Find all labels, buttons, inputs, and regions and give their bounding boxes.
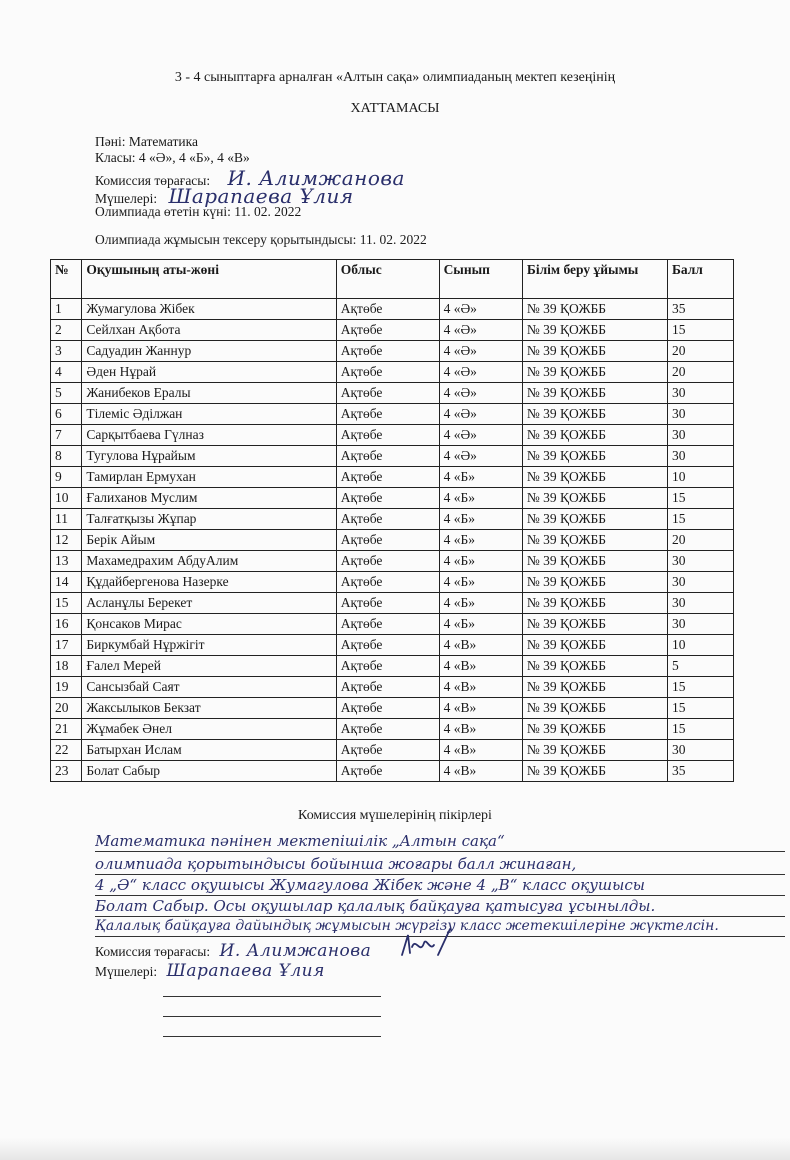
- header-name: Оқушының аты-жөні: [82, 260, 336, 299]
- cell-class: 4 «Б»: [439, 614, 522, 635]
- cell-region: Ақтөбе: [336, 614, 439, 635]
- table-row: [51, 509, 734, 530]
- cell-score: 30: [667, 446, 733, 467]
- comment-line: Болат Сабыр. Осы оқушылар қалалық байқауға қатысуға ұсынылды.: [95, 896, 785, 917]
- cell-name: Жаксылыков Бекзат: [82, 698, 336, 719]
- cell-num: 18: [51, 656, 82, 677]
- cell-name: Ғалел Мерей: [82, 656, 336, 677]
- cell-name: Әден Нұрай: [82, 362, 336, 383]
- table-row: [51, 404, 734, 425]
- cell-org: № 39 ҚОЖББ: [522, 656, 667, 677]
- table-row: [51, 488, 734, 509]
- cell-region: Ақтөбе: [336, 572, 439, 593]
- page-edge-shadow: [0, 1138, 790, 1160]
- date-value: 11. 02. 2022: [234, 204, 302, 219]
- comment-line: Қалалық байқауға дайындық жұмысын жүргізу класс жетекшілеріне жүктелсін.: [95, 916, 785, 937]
- header-score: Балл: [667, 260, 733, 299]
- cell-score: 30: [667, 593, 733, 614]
- signature-blank-line: [163, 1016, 381, 1017]
- cell-org: № 39 ҚОЖББ: [522, 635, 667, 656]
- cell-class: 4 «В»: [439, 698, 522, 719]
- signature-blank-line: [163, 1036, 381, 1037]
- cell-org: № 39 ҚОЖББ: [522, 362, 667, 383]
- members-signature-name: Шарапаева Ұлия: [168, 184, 354, 208]
- comments-title: Комиссия мүшелерінің пікірлері: [298, 808, 492, 823]
- cell-score: 30: [667, 425, 733, 446]
- cell-num: 5: [51, 383, 82, 404]
- cell-region: Ақтөбе: [336, 719, 439, 740]
- cell-num: 10: [51, 488, 82, 509]
- cell-region: Ақтөбе: [336, 299, 439, 320]
- cell-region: Ақтөбе: [336, 677, 439, 698]
- table-row: [51, 446, 734, 467]
- cell-score: 30: [667, 404, 733, 425]
- cell-num: 4: [51, 362, 82, 383]
- cell-num: 7: [51, 425, 82, 446]
- table-row: [51, 635, 734, 656]
- table-row: [51, 530, 734, 551]
- cell-org: № 39 ҚОЖББ: [522, 761, 667, 782]
- document-heading: ХАТТАМАСЫ: [350, 101, 440, 116]
- table-row: [51, 299, 734, 320]
- cell-num: 17: [51, 635, 82, 656]
- cell-score: 15: [667, 719, 733, 740]
- cell-score: 5: [667, 656, 733, 677]
- classes-value: 4 «Ә», 4 «Б», 4 «В»: [138, 150, 250, 165]
- cell-region: Ақтөбе: [336, 698, 439, 719]
- cell-name: Сейлхан Ақбота: [82, 320, 336, 341]
- table-body: [51, 299, 734, 782]
- cell-class: 4 «Ә»: [439, 341, 522, 362]
- cell-num: 12: [51, 530, 82, 551]
- cell-name: Сарқытбаева Гүлназ: [82, 425, 336, 446]
- cell-name: Жұмабек Әнел: [82, 719, 336, 740]
- cell-region: Ақтөбе: [336, 509, 439, 530]
- cell-name: Тілеміс Әділжан: [82, 404, 336, 425]
- cell-region: Ақтөбе: [336, 467, 439, 488]
- cell-class: 4 «Ә»: [439, 299, 522, 320]
- cell-num: 9: [51, 467, 82, 488]
- header-class: Сынып: [439, 260, 522, 299]
- cell-num: 11: [51, 509, 82, 530]
- cell-class: 4 «В»: [439, 761, 522, 782]
- cell-org: № 39 ҚОЖББ: [522, 488, 667, 509]
- cell-org: № 39 ҚОЖББ: [522, 446, 667, 467]
- cell-num: 19: [51, 677, 82, 698]
- cell-num: 15: [51, 593, 82, 614]
- date-label: Олимпиада өтетін күні:: [95, 204, 231, 219]
- check-label: Олимпиада жұмысын тексеру қорытындысы:: [95, 232, 357, 247]
- table-row: [51, 614, 734, 635]
- comments-chair-row: [95, 941, 371, 961]
- members-label: Мүшелері:: [95, 191, 158, 206]
- classes-label: Класы:: [95, 150, 136, 165]
- cell-score: 20: [667, 362, 733, 383]
- comment-line: Математика пәнінен мектепішілік „Алтын сақа“: [95, 831, 785, 852]
- cell-class: 4 «Б»: [439, 593, 522, 614]
- table-row: [51, 425, 734, 446]
- document-title: 3 - 4 сыныптарға арналған «Алтын сақа» олимпиаданың мектеп кезеңінің: [174, 70, 616, 85]
- table-row: [51, 341, 734, 362]
- cell-name: Ғалиханов Муслим: [82, 488, 336, 509]
- cell-org: № 39 ҚОЖББ: [522, 467, 667, 488]
- cell-score: 30: [667, 572, 733, 593]
- cell-score: 35: [667, 761, 733, 782]
- cell-num: 23: [51, 761, 82, 782]
- cell-name: Құдайбергенова Назерке: [82, 572, 336, 593]
- cell-org: № 39 ҚОЖББ: [522, 593, 667, 614]
- cell-name: Садуадин Жаннур: [82, 341, 336, 362]
- cell-org: № 39 ҚОЖББ: [522, 320, 667, 341]
- cell-name: Болат Сабыр: [82, 761, 336, 782]
- cell-region: Ақтөбе: [336, 740, 439, 761]
- cell-score: 30: [667, 383, 733, 404]
- check-row: [95, 232, 427, 248]
- subject-row: [95, 134, 198, 150]
- comments-chair-signature: И. Алимжанова: [219, 941, 372, 961]
- subject-value: Математика: [128, 134, 198, 149]
- cell-num: 13: [51, 551, 82, 572]
- cell-org: № 39 ҚОЖББ: [522, 509, 667, 530]
- subject-label: Пәні:: [95, 134, 126, 149]
- cell-name: Берік Айым: [82, 530, 336, 551]
- cell-org: № 39 ҚОЖББ: [522, 614, 667, 635]
- cell-name: Махамедрахим АбдуАлим: [82, 551, 336, 572]
- table-header-row: [51, 260, 734, 299]
- chair-label: Комиссия төрағасы:: [95, 173, 211, 188]
- cell-region: Ақтөбе: [336, 656, 439, 677]
- cell-org: № 39 ҚОЖББ: [522, 530, 667, 551]
- cell-num: 6: [51, 404, 82, 425]
- table-row: [51, 698, 734, 719]
- cell-class: 4 «В»: [439, 719, 522, 740]
- cell-num: 1: [51, 299, 82, 320]
- comments-members-row: [95, 961, 325, 981]
- cell-num: 8: [51, 446, 82, 467]
- table-row: [51, 467, 734, 488]
- comments-chair-label: Комиссия төрағасы:: [95, 944, 211, 959]
- table-row: [51, 320, 734, 341]
- cell-num: 20: [51, 698, 82, 719]
- table-row: [51, 656, 734, 677]
- cell-org: № 39 ҚОЖББ: [522, 677, 667, 698]
- cell-num: 21: [51, 719, 82, 740]
- cell-class: 4 «В»: [439, 656, 522, 677]
- cell-class: 4 «Ә»: [439, 320, 522, 341]
- cell-name: Тамирлан Ермухан: [82, 467, 336, 488]
- cell-region: Ақтөбе: [336, 383, 439, 404]
- cell-num: 22: [51, 740, 82, 761]
- table-row: [51, 572, 734, 593]
- comment-line: олимпиада қорытындысы бойынша жоғары балл жинаған,: [95, 854, 785, 875]
- cell-score: 30: [667, 614, 733, 635]
- comments-members-signature: Шарапаева Ұлия: [166, 961, 325, 981]
- cell-name: Тугулова Нұрайым: [82, 446, 336, 467]
- cell-class: 4 «В»: [439, 740, 522, 761]
- table-row: [51, 383, 734, 404]
- cell-score: 10: [667, 635, 733, 656]
- cell-score: 10: [667, 467, 733, 488]
- cell-name: Қонсаков Мирас: [82, 614, 336, 635]
- cell-score: 20: [667, 530, 733, 551]
- cell-region: Ақтөбе: [336, 404, 439, 425]
- cell-org: № 39 ҚОЖББ: [522, 719, 667, 740]
- cell-region: Ақтөбе: [336, 446, 439, 467]
- header-num: №: [51, 260, 82, 299]
- cell-org: № 39 ҚОЖББ: [522, 572, 667, 593]
- cell-class: 4 «Б»: [439, 467, 522, 488]
- cell-class: 4 «Б»: [439, 530, 522, 551]
- cell-region: Ақтөбе: [336, 551, 439, 572]
- cell-class: 4 «В»: [439, 677, 522, 698]
- cell-org: № 39 ҚОЖББ: [522, 299, 667, 320]
- cell-class: 4 «Ә»: [439, 362, 522, 383]
- cell-score: 30: [667, 740, 733, 761]
- cell-org: № 39 ҚОЖББ: [522, 698, 667, 719]
- cell-num: 2: [51, 320, 82, 341]
- cell-class: 4 «Ә»: [439, 425, 522, 446]
- cell-org: № 39 ҚОЖББ: [522, 341, 667, 362]
- cell-region: Ақтөбе: [336, 530, 439, 551]
- cell-class: 4 «Б»: [439, 572, 522, 593]
- cell-score: 35: [667, 299, 733, 320]
- cell-region: Ақтөбе: [336, 593, 439, 614]
- cell-class: 4 «Ә»: [439, 383, 522, 404]
- cell-num: 16: [51, 614, 82, 635]
- cell-org: № 39 ҚОЖББ: [522, 425, 667, 446]
- comment-line: 4 „Ә“ класс оқушысы Жумагулова Жібек және 4 „В“ класс оқушысы: [95, 875, 785, 896]
- cell-class: 4 «Ә»: [439, 446, 522, 467]
- table-row: [51, 761, 734, 782]
- comments-members-label: Мүшелері:: [95, 964, 158, 979]
- chair-signature-name: И. Алимжанова: [227, 166, 405, 190]
- cell-num: 14: [51, 572, 82, 593]
- cell-region: Ақтөбе: [336, 761, 439, 782]
- cell-name: Сансызбай Саят: [82, 677, 336, 698]
- signature-blank-line: [163, 996, 381, 997]
- header-region: Облыс: [336, 260, 439, 299]
- cell-org: № 39 ҚОЖББ: [522, 740, 667, 761]
- classes-row: [95, 150, 250, 166]
- table-row: [51, 740, 734, 761]
- cell-class: 4 «Ә»: [439, 404, 522, 425]
- cell-name: Талғатқызы Жұпар: [82, 509, 336, 530]
- cell-org: № 39 ҚОЖББ: [522, 383, 667, 404]
- cell-region: Ақтөбе: [336, 635, 439, 656]
- table-row: [51, 593, 734, 614]
- cell-org: № 39 ҚОЖББ: [522, 551, 667, 572]
- cell-name: Жанибеков Ералы: [82, 383, 336, 404]
- cell-region: Ақтөбе: [336, 362, 439, 383]
- table-row: [51, 677, 734, 698]
- cell-class: 4 «Б»: [439, 509, 522, 530]
- cell-class: 4 «В»: [439, 635, 522, 656]
- cell-class: 4 «Б»: [439, 551, 522, 572]
- results-table: [50, 259, 734, 782]
- cell-region: Ақтөбе: [336, 320, 439, 341]
- signature-mark: [398, 925, 454, 963]
- cell-name: Батырхан Ислам: [82, 740, 336, 761]
- cell-num: 3: [51, 341, 82, 362]
- cell-region: Ақтөбе: [336, 488, 439, 509]
- cell-class: 4 «Б»: [439, 488, 522, 509]
- header-org: Білім беру ұйымы: [522, 260, 667, 299]
- table-row: [51, 551, 734, 572]
- date-row: [95, 204, 301, 220]
- cell-org: № 39 ҚОЖББ: [522, 404, 667, 425]
- cell-score: 15: [667, 509, 733, 530]
- cell-name: Асланұлы Берекет: [82, 593, 336, 614]
- check-value: 11. 02. 2022: [359, 232, 427, 247]
- cell-score: 15: [667, 677, 733, 698]
- cell-region: Ақтөбе: [336, 341, 439, 362]
- cell-region: Ақтөбе: [336, 425, 439, 446]
- cell-name: Жумагулова Жібек: [82, 299, 336, 320]
- cell-score: 15: [667, 698, 733, 719]
- table-row: [51, 362, 734, 383]
- cell-score: 15: [667, 320, 733, 341]
- cell-score: 20: [667, 341, 733, 362]
- cell-name: Биркумбай Нұржігіт: [82, 635, 336, 656]
- cell-score: 30: [667, 551, 733, 572]
- cell-score: 15: [667, 488, 733, 509]
- table-row: [51, 719, 734, 740]
